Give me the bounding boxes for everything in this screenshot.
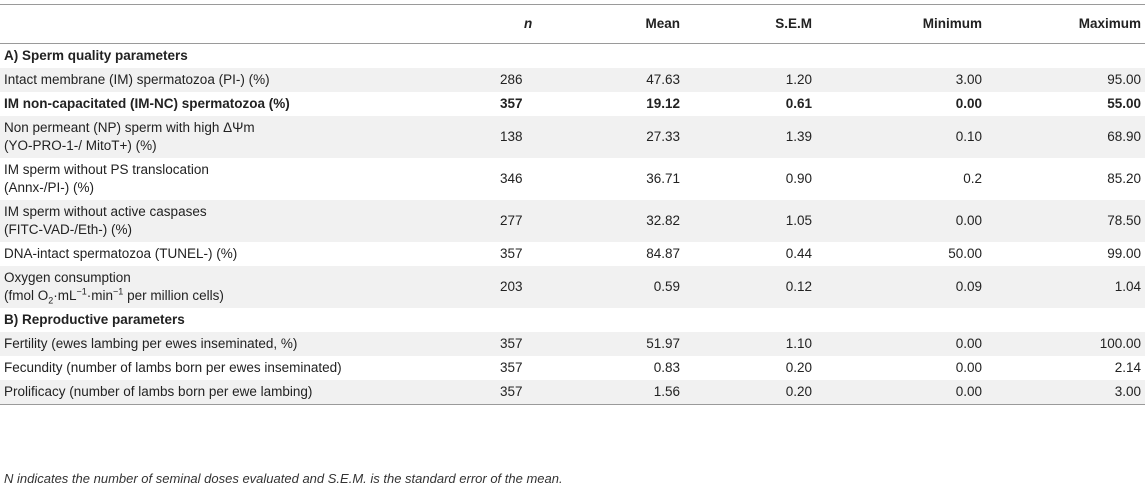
cell-maximum: 3.00 (982, 380, 1145, 405)
cell-n: 357 (500, 380, 540, 405)
cell-mean: 0.83 (653, 360, 680, 375)
header-n: n (524, 15, 533, 31)
table-row (0, 200, 1145, 242)
cell-n: 286 (500, 68, 540, 92)
table-row (0, 266, 1145, 308)
unit-part: ·mL (53, 288, 77, 303)
cell-mean: 84.87 (646, 246, 680, 261)
cell-maximum: 55.00 (1107, 96, 1141, 111)
row-label-line1: Oxygen consumption (4, 270, 131, 285)
cell-minimum: 0.10 (812, 116, 982, 158)
cell-sem: 1.20 (680, 68, 812, 92)
row-label: Prolificacy (number of lambs born per ewe lambing) (0, 380, 500, 405)
cell-n: 138 (500, 116, 540, 158)
cell-n: 277 (500, 200, 540, 242)
cell-mean: 19.12 (646, 96, 680, 111)
row-label-line1: IM sperm without PS translocation (4, 162, 209, 177)
cell-minimum: 3.00 (812, 68, 982, 92)
table-row (0, 242, 1145, 266)
row-label-line2 (4, 287, 500, 305)
row-label-line1: IM sperm without active caspases (4, 204, 207, 219)
statistics-table (0, 4, 1145, 405)
cell-maximum: 99.00 (1107, 246, 1141, 261)
cell-n: 357 (500, 96, 523, 111)
cell-minimum: 0.00 (812, 200, 982, 242)
table-footnote: N indicates the number of seminal doses evaluated and S.E.M. is the standard error of the mean. (4, 471, 563, 486)
cell-mean: 51.97 (540, 332, 680, 356)
cell-sem: 0.20 (785, 360, 812, 375)
table-row (0, 68, 1145, 92)
cell-maximum: 2.14 (1114, 360, 1141, 375)
section-b-row (0, 308, 1145, 332)
cell-sem: 0.90 (785, 171, 812, 186)
cell-minimum: 0.00 (812, 380, 982, 405)
table-row (0, 380, 1145, 405)
row-label (0, 158, 500, 200)
cell-n: 203 (500, 266, 540, 308)
row-label-line1: Non permeant (NP) sperm with high ΔΨm (4, 120, 255, 135)
cell-n: 357 (500, 360, 523, 375)
unit-superscript: −1 (76, 286, 87, 297)
unit-part: per million cells) (123, 288, 224, 303)
cell-maximum: 95.00 (982, 68, 1145, 92)
cell-sem: 0.20 (680, 380, 812, 405)
cell-n: 357 (500, 246, 523, 261)
cell-sem: 0.44 (785, 246, 812, 261)
row-label-line2: (FITC-VAD-/Eth-) (%) (4, 222, 132, 237)
table-row (0, 116, 1145, 158)
cell-maximum: 78.50 (982, 200, 1145, 242)
row-label: DNA-intact spermatozoa (TUNEL-) (%) (4, 246, 238, 261)
table-row (0, 92, 1145, 116)
cell-sem: 0.61 (785, 96, 812, 111)
cell-n: 346 (500, 171, 523, 186)
unit-part: ·min (86, 288, 114, 303)
cell-mean: 27.33 (540, 116, 680, 158)
cell-minimum: 0.00 (812, 332, 982, 356)
table-row (0, 332, 1145, 356)
section-b-title: B) Reproductive parameters (4, 312, 185, 327)
row-label (0, 200, 500, 242)
header-minimum: Minimum (922, 15, 982, 31)
cell-minimum: 0.00 (955, 360, 982, 375)
cell-minimum: 0.00 (955, 96, 982, 111)
section-a-title: A) Sperm quality parameters (4, 48, 188, 63)
row-label (0, 116, 500, 158)
row-label: Fecundity (number of lambs born per ewes inseminated) (4, 360, 342, 375)
row-label: IM non-capacitated (IM-NC) spermatozoa (%) (4, 96, 290, 111)
unit-superscript: −1 (113, 286, 124, 297)
cell-mean: 36.71 (646, 171, 680, 186)
row-label-line2: (Annx-/PI-) (%) (4, 180, 95, 195)
cell-minimum: 0.09 (812, 266, 982, 308)
cell-minimum: 0.2 (963, 171, 982, 186)
table-row (0, 356, 1145, 380)
cell-maximum: 68.90 (982, 116, 1145, 158)
cell-sem: 1.10 (680, 332, 812, 356)
table-row (0, 158, 1145, 200)
row-label-line2: (YO-PRO-1-/ MitoT+) (%) (4, 138, 157, 153)
header-row (0, 4, 1145, 44)
header-mean: Mean (645, 15, 680, 31)
cell-n: 357 (500, 332, 540, 356)
cell-sem: 1.05 (680, 200, 812, 242)
cell-mean: 47.63 (540, 68, 680, 92)
unit-subscript: 2 (48, 295, 54, 306)
header-parameter (0, 4, 500, 44)
header-sem: S.E.M (775, 15, 812, 31)
cell-maximum: 100.00 (982, 332, 1145, 356)
unit-part: (fmol O (4, 288, 49, 303)
row-label: Intact membrane (IM) spermatozoa (PI-) (%) (0, 68, 500, 92)
cell-sem: 0.12 (680, 266, 812, 308)
cell-maximum: 1.04 (982, 266, 1145, 308)
cell-sem: 1.39 (680, 116, 812, 158)
section-a-row (0, 44, 1145, 69)
cell-maximum: 85.20 (1107, 171, 1141, 186)
cell-mean: 0.59 (540, 266, 680, 308)
row-label: Fertility (ewes lambing per ewes inseminated, %) (0, 332, 500, 356)
cell-minimum: 50.00 (948, 246, 982, 261)
row-label (0, 266, 500, 308)
cell-mean: 1.56 (540, 380, 680, 405)
header-maximum: Maximum (1078, 15, 1141, 31)
cell-mean: 32.82 (540, 200, 680, 242)
